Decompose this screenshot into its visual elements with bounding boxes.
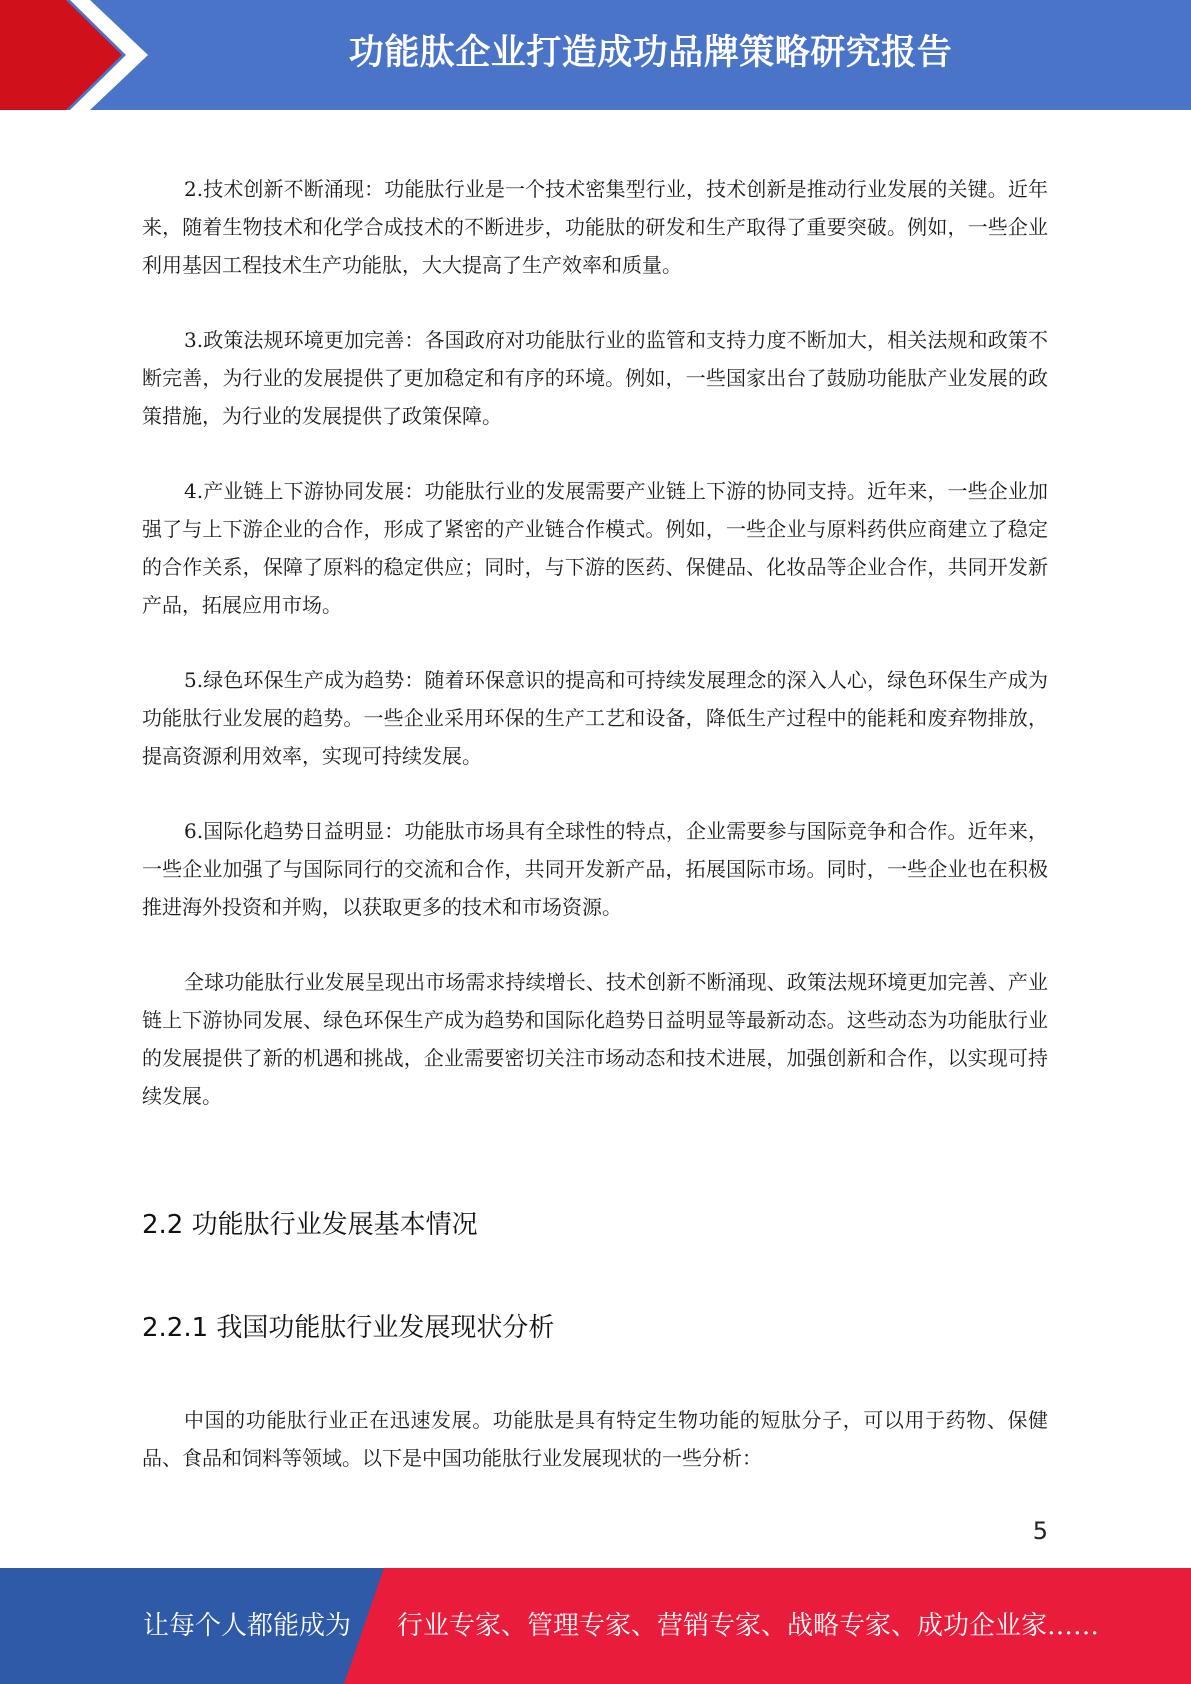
paragraph: 3.政策法规环境更加完善：各国政府对功能肽行业的监管和支持力度不断加大，相关法规和政策不断完善，为行业的发展提供了更加稳定和有序的环境。例如，一些国家出台了鼓励功能肽产业发展的政策措施，为行业的发展提供了政策保障。 xyxy=(142,328,1048,428)
footer-slogan-left: 让每个人都能成为 xyxy=(143,1611,352,1641)
subsection-heading: 2.2.1 我国功能肽行业发展现状分析 xyxy=(142,1313,555,1343)
paragraph: 6.国际化趋势日益明显：功能肽市场具有全球性的特点，企业需要参与国际竞争和合作。近年来，一些企业加强了与国际同行的交流和合作，共同开发新产品，拓展国际市场。同时，一些企业也在积极推进海外投资和并购，以获取更多的技术和市场资源。 xyxy=(142,819,1048,919)
section-heading: 2.2 功能肽行业发展基本情况 xyxy=(142,1210,478,1240)
header-chevron-decoration xyxy=(0,0,160,110)
document-title: 功能肽企业打造成功品牌策略研究报告 xyxy=(348,33,953,73)
subsection-body xyxy=(142,1401,1048,1477)
footer-slogan-right: 行业专家、管理专家、营销专家、战略专家、成功企业家…… xyxy=(397,1611,1100,1641)
intro-paragraph: 中国的功能肽行业正在迅速发展。功能肽是具有特定生物功能的短肽分子，可以用于药物、保健品、食品和饲料等领域。以下是中国功能肽行业发展现状的一些分析： xyxy=(142,1408,1048,1470)
paragraph: 4.产业链上下游协同发展：功能肽行业的发展需要产业链上下游的协同支持。近年来，一些企业加强了与上下游企业的合作，形成了紧密的产业链合作模式。例如，一些企业与原料药供应商建立了稳定的合作关系，保障了原料的稳定供应；同时，与下游的医药、保健品、化妆品等企业合作，共同开发新产品，拓展应用市场。 xyxy=(142,479,1048,617)
page-number: 5 xyxy=(1032,1517,1048,1545)
page-header xyxy=(0,0,1191,110)
summary-paragraph: 全球功能肽行业发展呈现出市场需求持续增长、技术创新不断涌现、政策法规环境更加完善、产业链上下游协同发展、绿色环保生产成为趋势和国际化趋势日益明显等最新动态。这些动态为功能肽行业的发展提供了新的机遇和挑战，企业需要密切关注市场动态和技术进展，加强创新和合作，以实现可持续发展。 xyxy=(142,970,1048,1108)
page-footer xyxy=(0,1568,1191,1684)
body-text-section xyxy=(142,170,1048,1115)
paragraph: 2.技术创新不断涌现：功能肽行业是一个技术密集型行业，技术创新是推动行业发展的关键。近年来，随着生物技术和化学合成技术的不断进步，功能肽的研发和生产取得了重要突破。例如，一些企业利用基因工程技术生产功能肽，大大提高了生产效率和质量。 xyxy=(142,177,1048,277)
paragraph: 5.绿色环保生产成为趋势：随着环保意识的提高和可持续发展理念的深入人心，绿色环保生产成为功能肽行业发展的趋势。一些企业采用环保的生产工艺和设备，降低生产过程中的能耗和废弃物排放，提高资源利用效率，实现可持续发展。 xyxy=(142,668,1048,768)
